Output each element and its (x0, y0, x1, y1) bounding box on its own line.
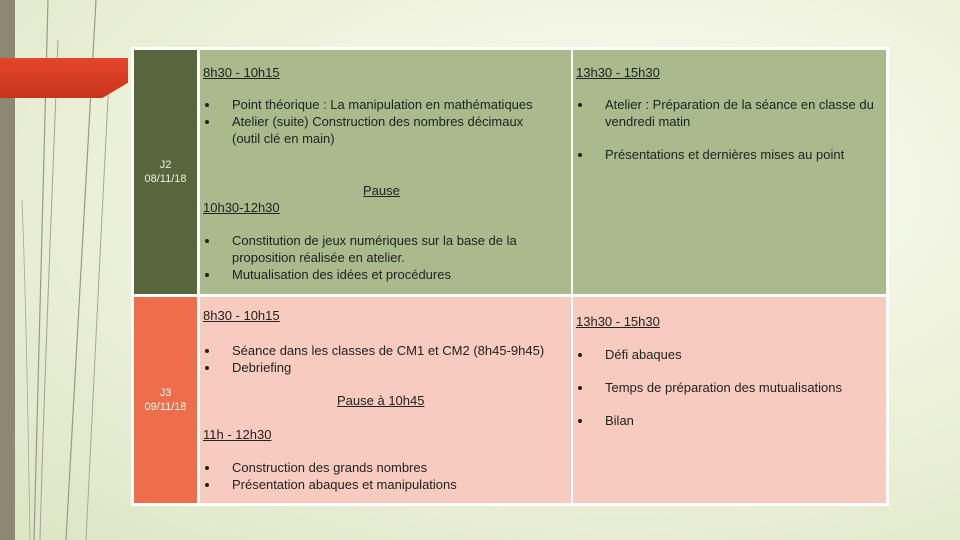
pause-label: Pause (363, 183, 400, 198)
day-date: 09/11/18 (144, 401, 187, 413)
list-item: Constitution de jeux numériques sur la base de la proposition réalisée en atelier. (203, 232, 563, 266)
list-item: Mutualisation des idées et procédures (203, 266, 563, 283)
day-label: J3 (159, 387, 172, 399)
list-item: Atelier : Préparation de la séance en classe du vendredi matin (576, 96, 884, 130)
list-item: Point théorique : La manipulation en mathématiques (203, 96, 553, 113)
list-item: Temps de préparation des mutualisations (576, 379, 884, 396)
day-label-j2 (134, 50, 197, 294)
morning-items (203, 342, 568, 376)
morning-time: 8h30 - 10h15 (203, 65, 280, 80)
day-date: 08/11/18 (144, 173, 187, 185)
day2-morning-cell (200, 297, 571, 503)
pause-label: Pause à 10h45 (337, 393, 425, 408)
afternoon-time: 13h30 - 15h30 (576, 314, 660, 329)
late-morning-items (203, 232, 563, 283)
day1-afternoon-cell (573, 50, 886, 294)
day2-afternoon-cell (573, 297, 886, 503)
list-item: Présentation abaques et manipulations (203, 476, 563, 493)
list-item: Bilan (576, 412, 884, 429)
list-item: Atelier (suite) Construction des nombres décimaux (outil clé en main) (203, 113, 553, 147)
schedule-table (131, 47, 889, 506)
morning-items (203, 96, 553, 147)
afternoon-items (576, 346, 884, 429)
late-morning-time: 11h - 12h30 (203, 427, 272, 442)
list-item: Présentations et dernières mises au point (576, 146, 884, 163)
morning-time: 8h30 - 10h15 (203, 308, 280, 323)
afternoon-time: 13h30 - 15h30 (576, 65, 660, 80)
list-item: Défi abaques (576, 346, 884, 363)
afternoon-items (576, 96, 884, 163)
list-item: Construction des grands nombres (203, 459, 563, 476)
list-item: Debriefing (203, 359, 568, 376)
day-label: J2 (159, 159, 172, 171)
late-morning-time: 10h30-12h30 (203, 200, 280, 215)
day1-morning-cell (200, 50, 571, 294)
day-label-j3 (134, 297, 197, 503)
decorative-flag (0, 58, 128, 98)
late-morning-items (203, 459, 563, 493)
list-item: Séance dans les classes de CM1 et CM2 (8h45-9h45) (203, 342, 568, 359)
